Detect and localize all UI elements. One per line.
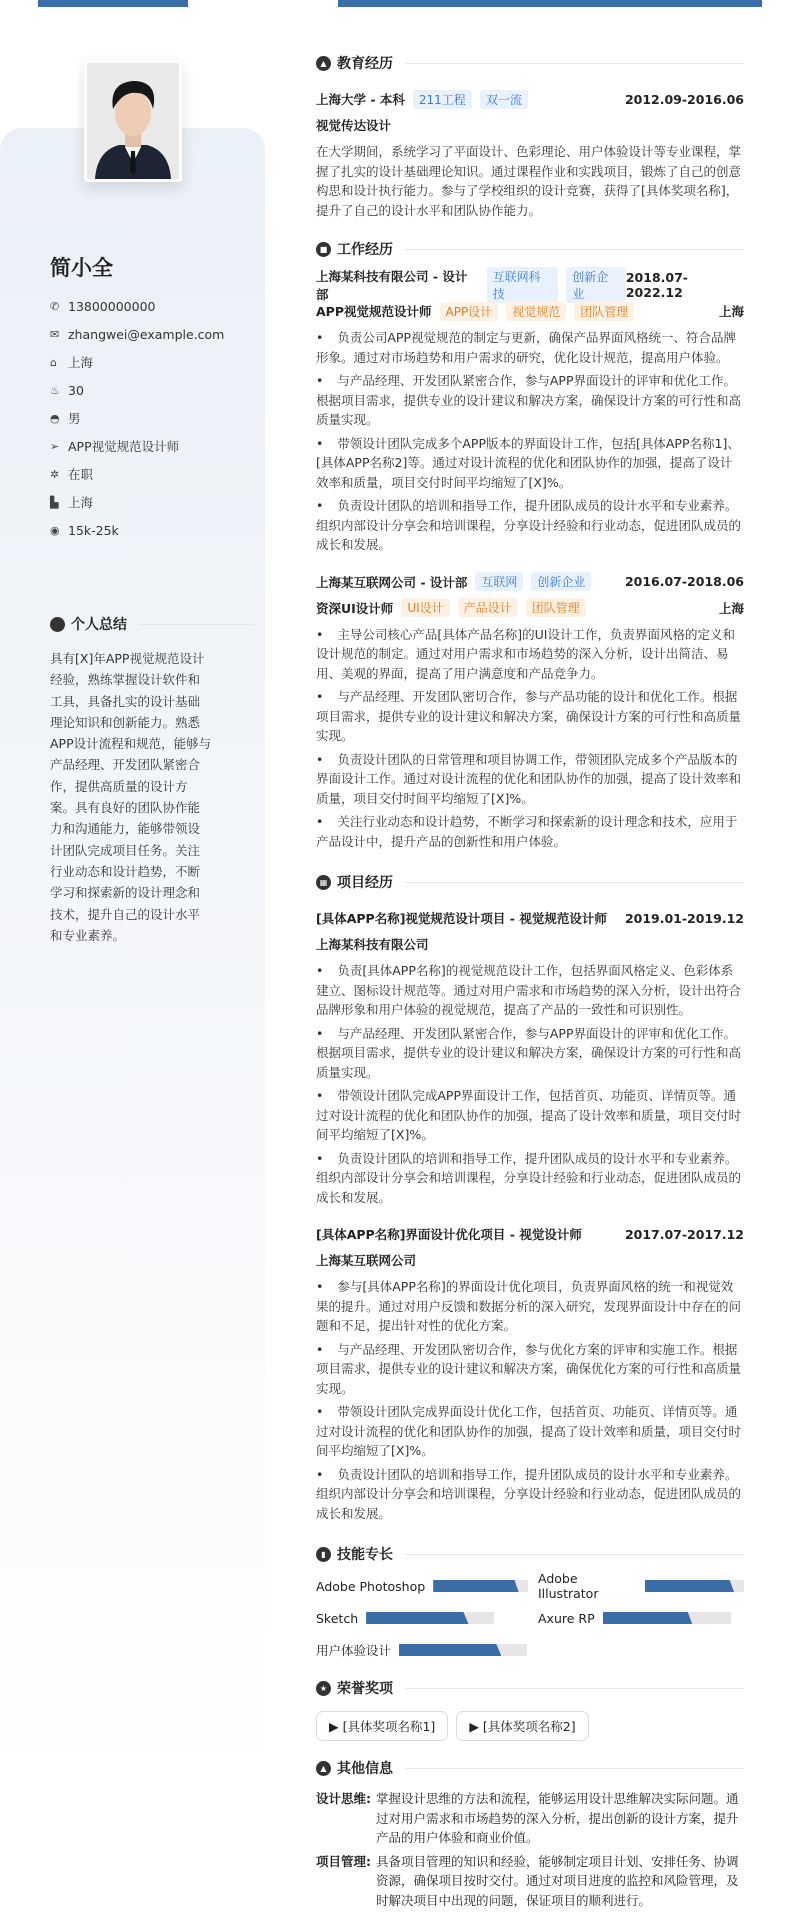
- contact-item: [50, 460, 224, 488]
- project-entry: [316, 905, 744, 1207]
- section-title: 荣誉奖项: [337, 1681, 393, 1697]
- bullet: • 负责公司APP视觉规范的制定与更新，确保产品界面风格统一、符合品牌形象。通过对市场趋势和用户需求的研究，优化设计规范，提高用户体验。: [316, 328, 744, 367]
- education-row: [316, 86, 744, 112]
- skill-name: 用户体验设计: [316, 1643, 392, 1658]
- skill-bar: [399, 1644, 527, 1656]
- mail-icon: ✉: [50, 327, 60, 341]
- skill-name: Axure RP: [538, 1610, 595, 1626]
- bullet: • 与产品经理、开发团队密切合作，参与产品功能的设计和优化工作。根据项目需求，提供专业的设计建议和解决方案，确保设计方案的可行性和高质量实现。: [316, 687, 744, 746]
- skill-name: Adobe Photoshop: [316, 1578, 426, 1594]
- summary-title: 个人总结: [71, 617, 127, 633]
- job-entry: [316, 269, 744, 555]
- skill-name: Adobe Illustrator: [538, 1571, 599, 1601]
- award-name: [具体奖项名称1]: [342, 1719, 436, 1734]
- project-name: [具体APP名称]视觉规范设计项目 - 视觉规范设计师: [316, 911, 607, 926]
- job-role-row: [316, 298, 744, 324]
- chart-icon: ▮: [316, 1547, 331, 1562]
- skill-bar: [366, 1612, 494, 1624]
- project-company: 上海某科技有限公司: [316, 937, 429, 952]
- contact-value: APP视觉规范设计师: [68, 439, 180, 454]
- skill-item: [538, 1571, 744, 1601]
- work-heading: [316, 236, 744, 262]
- section-title: 工作经历: [337, 242, 393, 258]
- user-icon: [50, 617, 65, 632]
- bullet: • 与产品经理、开发团队紧密合作，参与APP界面设计的评审和优化工作。根据项目需求，提供专业的设计建议和解决方案，确保设计方案的可行性和高质量实现。: [316, 1024, 744, 1083]
- info-icon: ▲: [316, 1761, 331, 1776]
- date: 2016.07-2018.06: [624, 574, 744, 589]
- award-item[interactable]: [316, 1711, 448, 1741]
- bullet: • 主导公司核心产品[具体产品名称]的UI设计工作，负责界面风格的定义和设计规范的制定。通过对用户需求和市场趋势的深入分析，设计出简洁、易用、美观的界面，提高了用户满意度和产品竞争力。: [316, 625, 744, 684]
- skill-fill: [645, 1580, 734, 1592]
- bullet: • 参与[具体APP名称]的界面设计优化项目，负责界面风格的统一和视觉效果的提升。通过对用户反馈和数据分析的深入研究，发现界面设计中存在的问题和不足，提出针对性的优化方案。: [316, 1277, 744, 1336]
- bullet: • 负责[具体APP名称]的视觉规范设计工作，包括界面风格定义、色彩体系建立、图标设计规范等。通过对用户需求和市场趋势的深入分析，设计出符合品牌形象和用户体验的视觉规范，提高了产品的一致性和可识别性。: [316, 961, 744, 1020]
- tag: UI设计: [401, 598, 449, 617]
- other-text: 掌握设计思维的方法和流程，能够运用设计思维解决实际问题。通过对用户需求和市场趋势的深入分析，提出创新的设计方案，提升产品的用户体验和商业价值。: [376, 1791, 739, 1845]
- status-icon: ✲: [50, 467, 60, 481]
- project-company: 上海某互联网公司: [316, 1253, 417, 1268]
- play-icon: ▶: [329, 1719, 343, 1734]
- bullet: • 负责设计团队的培训和指导工作，提升团队成员的设计水平和专业素养。组织内部设计分享会和培训课程，分享设计经验和行业动态，促进团队成员的成长和发展。: [316, 1465, 744, 1524]
- play-icon: ▶: [469, 1719, 483, 1734]
- cake-icon: ♨: [50, 383, 60, 397]
- skill-bar: [603, 1612, 731, 1624]
- project-name: [具体APP名称]界面设计优化项目 - 视觉设计师: [316, 1227, 582, 1242]
- candidate-name: 简小全: [50, 256, 113, 280]
- job-entry: [316, 569, 744, 852]
- skill-fill: [399, 1644, 501, 1656]
- send-icon: ➢: [50, 439, 60, 453]
- skill-fill: [366, 1612, 468, 1624]
- contact-value: 13800000000: [68, 298, 156, 314]
- job-company-row: [316, 569, 744, 595]
- awards-heading: [316, 1675, 744, 1701]
- job-role-row: [316, 595, 744, 621]
- project-entry: [316, 1221, 744, 1523]
- skill-fill: [433, 1580, 519, 1592]
- bullet: • 负责设计团队的培训和指导工作，提升团队成员的设计水平和专业素养。组织内部设计分享会和培训课程，分享设计经验和行业动态，促进团队成员的成长和发展。: [316, 496, 744, 555]
- briefcase-icon: ■: [316, 242, 331, 257]
- education-desc: 在大学期间，系统学习了平面设计、色彩理论、用户体验设计等专业课程，掌握了扎实的设计基础理论知识。通过课程作业和实践项目，锻炼了自己的创意构思和设计执行能力。参与了学校组织的设计竞赛，获得了[具体奖项名称]，提升了自己的设计水平和团队协作能力。: [316, 144, 742, 218]
- contact-item: [50, 320, 224, 348]
- skill-item: [316, 1639, 538, 1661]
- date: 2019.01-2019.12: [624, 910, 744, 926]
- top-accent-bar-left: [38, 0, 188, 7]
- other-item: [316, 1789, 744, 1848]
- bullet: • 带领设计团队完成界面设计优化工作，包括首页、功能页、详情页等。通过对设计流程的优化和团队协作的加强，提高了设计效率和质量，项目交付时间平均缩短了[X]%。: [316, 1402, 744, 1461]
- tag: APP设计: [440, 302, 499, 321]
- bullet: • 与产品经理、开发团队紧密合作，参与APP界面设计的评审和优化工作。根据项目需求，提供专业的设计建议和解决方案，确保设计方案的可行性和高质量实现。: [316, 371, 744, 430]
- education-heading: [316, 50, 744, 76]
- tag: 211工程: [413, 90, 472, 109]
- city: 上海: [718, 304, 744, 319]
- section-title: 其他信息: [337, 1761, 393, 1777]
- section-title: 技能专长: [337, 1547, 393, 1563]
- contact-item: [50, 292, 224, 320]
- tag: 产品设计: [458, 598, 518, 617]
- contact-item: [50, 376, 224, 404]
- projects-heading: [316, 869, 744, 895]
- main-content: [316, 38, 744, 1910]
- other-label: 设计思维:: [316, 1791, 371, 1806]
- bullet: • 关注行业动态和设计趋势，不断学习和探索新的设计理念和技术，应用于产品设计中，提升产品的创新性和用户体验。: [316, 812, 744, 851]
- bullet: • 与产品经理、开发团队密切合作，参与优化方案的评审和实施工作。根据项目需求，提供专业的设计建议和解决方案，确保优化方案的可行性和高质量实现。: [316, 1340, 744, 1399]
- summary-heading: [50, 614, 255, 634]
- other-text: 具备项目管理的知识和经验，能够制定项目计划、安排任务、协调资源，确保项目按时交付。通过对项目进度的监控和风险管理，及时解决项目中出现的问题，保证项目的顺利进行。: [376, 1853, 739, 1908]
- company: 上海某互联网公司 - 设计部: [316, 574, 468, 590]
- date: 2012.09-2016.06: [624, 91, 744, 107]
- award-icon: ★: [316, 1681, 331, 1696]
- contact-value: 在职: [68, 467, 94, 482]
- avatar-photo: [84, 60, 182, 182]
- section-title: 项目经历: [337, 875, 393, 891]
- grid-icon: ▦: [316, 875, 331, 890]
- salary-icon: ◉: [50, 523, 60, 537]
- top-accent-bar-right: [338, 0, 762, 7]
- skill-item: [316, 1575, 538, 1597]
- phone-icon: ✆: [50, 299, 60, 313]
- other-label: 项目管理:: [316, 1853, 371, 1869]
- tag: 视觉规范: [506, 302, 566, 321]
- tag: 团队管理: [526, 598, 586, 617]
- skill-item: [538, 1607, 744, 1629]
- skill-fill: [603, 1612, 693, 1624]
- job-company-row: [316, 269, 744, 302]
- skill-item: [316, 1607, 538, 1629]
- skill-bar: [433, 1580, 528, 1592]
- date: 2017.07-2017.12: [624, 1226, 744, 1242]
- award-item[interactable]: [456, 1711, 588, 1741]
- contact-value: 男: [68, 411, 81, 426]
- city: 上海: [718, 600, 744, 616]
- contact-list: [50, 292, 224, 544]
- graduation-cap-icon: ▲: [316, 56, 331, 71]
- tag: 双一流: [480, 90, 528, 109]
- contact-item: [50, 432, 224, 460]
- award-name: [具体奖项名称2]: [482, 1719, 576, 1734]
- tag: 互联网: [475, 572, 523, 591]
- contact-item: [50, 404, 224, 432]
- other-item: [316, 1852, 744, 1911]
- contact-value: 30: [68, 382, 84, 398]
- school: 上海大学 - 本科: [316, 92, 405, 107]
- skill-name: Sketch: [316, 1610, 359, 1626]
- contact-value: 上海: [68, 495, 94, 510]
- building-icon: ▙: [50, 495, 59, 509]
- contact-item: [50, 516, 224, 544]
- contact-item: [50, 488, 224, 516]
- date: 2018.07-2022.12: [625, 270, 688, 300]
- home-icon: ⌂: [50, 355, 57, 369]
- contact-item: [50, 348, 224, 376]
- tag: 互联网科技: [487, 267, 559, 303]
- tag: 创新企业: [531, 572, 591, 591]
- other-heading: [316, 1755, 744, 1781]
- skill-bar: [645, 1580, 744, 1592]
- contact-value: 15k-25k: [68, 522, 119, 538]
- tag: 团队管理: [574, 302, 634, 321]
- gender-icon: ◓: [50, 411, 60, 425]
- bullet: • 带领设计团队完成多个APP版本的界面设计工作，包括[具体APP名称1]、[具体APP名称2]等。通过对设计流程的优化和团队协作的加强，提高了设计效率和质量，项目交付时间平均缩短了[X]%。: [316, 434, 744, 493]
- skills-heading: [316, 1541, 744, 1567]
- section-title: 教育经历: [337, 56, 393, 72]
- contact-value: zhangwei@example.com: [68, 326, 225, 342]
- contact-value: 上海: [68, 355, 94, 370]
- role: 资深UI设计师: [316, 600, 394, 616]
- role: APP视觉规范设计师: [316, 304, 432, 319]
- company: 上海某科技有限公司 - 设计部: [316, 269, 468, 302]
- tag: 创新企业: [566, 267, 626, 303]
- project-row: [316, 905, 744, 931]
- summary-text: 具有[X]年APP视觉规范设计经验，熟练掌握设计软件和工具，具备扎实的设计基础理论知识和创新能力。熟悉APP设计流程和规范，能够与产品经理、开发团队紧密合作，提供高质量的设计方案。具有良好的团队协作能力和沟通能力，能够带领设计团队完成项目任务。关注行业动态和设计趋势，不断学习和探索新的设计理念和技术，提升自己的设计水平和专业素养。: [50, 651, 212, 943]
- bullet: • 带领设计团队完成APP界面设计工作，包括首页、功能页、详情页等。通过对设计流程的优化和团队协作的加强，提高了设计效率和质量，项目交付时间平均缩短了[X]%。: [316, 1086, 744, 1145]
- bullet: • 负责设计团队的日常管理和项目协调工作，带领团队完成多个产品版本的界面设计工作。通过对设计流程的优化和团队协作的加强，提高了设计效率和质量，项目交付时间平均缩短了[X]%。: [316, 750, 744, 809]
- bullet: • 负责设计团队的培训和指导工作，提升团队成员的设计水平和专业素养。组织内部设计分享会和培训课程，分享设计经验和行业动态，促进团队成员的成长和发展。: [316, 1149, 744, 1208]
- major: 视觉传达设计: [316, 118, 392, 133]
- project-row: [316, 1221, 744, 1247]
